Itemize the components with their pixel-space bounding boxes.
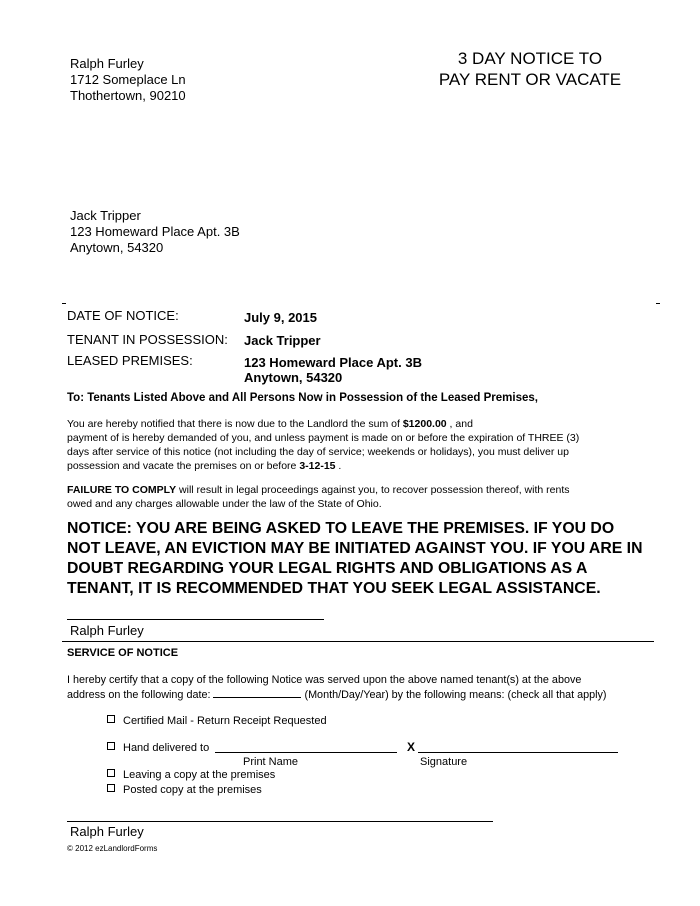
eviction-notice: NOTICE: YOU ARE BEING ASKED TO LEAVE THE PREMISES. IF YOU DO NOT LEAVE, AN EVICTION MAY BE INITIATED AGAINST YOU. IF YOU ARE IN DOUBT REGARDING YOUR LEGAL RIGHTS AND OBLIGATIONS AS A TENANT, IT IS RECOMMENDED THAT YOU SEEK LEGAL ASSISTANCE.	[67, 520, 643, 597]
service-text	[67, 673, 647, 702]
p2-b: owed and any charges allowable under the law of the State of Ohio.	[67, 498, 382, 510]
corner-mark-right	[656, 303, 660, 304]
service-text-2b: (Month/Day/Year) by the following means: (check all that apply)	[301, 689, 607, 701]
premises-line-1: 123 Homeward Place Apt. 3B	[244, 355, 422, 370]
p1-c: payment of is hereby demanded of you, and unless payment is made on or before the expiration of THREE (3)	[67, 432, 580, 444]
tenant-name: Jack Tripper	[70, 208, 141, 223]
hand-delivered-checkbox[interactable]	[107, 742, 115, 750]
section-divider	[62, 641, 654, 642]
date-value: July 9, 2015	[244, 310, 317, 325]
option-posted-copy	[107, 784, 262, 796]
leaving-copy-label: Leaving a copy at the premises	[123, 769, 276, 781]
service-heading: SERVICE OF NOTICE	[67, 647, 179, 659]
print-name-caption: Print Name	[243, 756, 299, 768]
amount-due: $1200.00	[402, 418, 447, 430]
landlord-address	[70, 56, 186, 104]
copyright: © 2012 ezLandlordForms	[67, 844, 158, 853]
landlord-signature-name: Ralph Furley	[70, 623, 144, 638]
x-mark: X	[407, 740, 416, 754]
option-certified-mail	[107, 715, 327, 727]
premises-line-2: Anytown, 54320	[244, 370, 343, 385]
tenant-address	[70, 208, 240, 256]
posted-copy-checkbox[interactable]	[107, 784, 115, 792]
landlord-city: Thothertown, 90210	[70, 88, 186, 103]
p1-f: .	[335, 460, 342, 472]
service-text-1: I hereby certify that a copy of the following Notice was served upon the above named tenant(s) at the above	[67, 674, 582, 686]
certified-mail-checkbox[interactable]	[107, 715, 115, 723]
service-date-field[interactable]	[213, 687, 301, 698]
option-leaving-copy	[107, 769, 275, 781]
vacate-date: 3-12-15	[299, 460, 336, 472]
tenant-city: Anytown, 54320	[70, 240, 164, 255]
tenant-street: 123 Homeward Place Apt. 3B	[70, 224, 240, 239]
option-hand-delivered	[107, 742, 209, 754]
signature-caption: Signature	[420, 756, 468, 768]
p1-b: , and	[446, 418, 473, 430]
premises-value	[244, 355, 422, 385]
certified-mail-label: Certified Mail - Return Receipt Requested	[123, 715, 327, 727]
to-line: To: Tenants Listed Above and All Persons Now in Possession of the Leased Premises,	[67, 392, 538, 404]
leaving-copy-checkbox[interactable]	[107, 769, 115, 777]
document-title	[410, 48, 650, 90]
landlord-name: Ralph Furley	[70, 56, 144, 71]
server-signature-line	[67, 821, 493, 822]
premises-label: LEASED PREMISES:	[67, 353, 193, 368]
failure-paragraph	[67, 483, 647, 511]
corner-mark-left	[62, 303, 66, 304]
title-line-1: 3 DAY NOTICE TO	[457, 49, 603, 68]
payment-paragraph	[67, 417, 647, 473]
landlord-signature-line	[67, 619, 324, 620]
landlord-street: 1712 Someplace Ln	[70, 72, 186, 87]
server-name: Ralph Furley	[70, 824, 144, 839]
p1-e: possession and vacate the premises on or before	[67, 460, 300, 472]
failure-bold: FAILURE TO COMPLY	[67, 484, 177, 496]
tenant-label: TENANT IN POSSESSION:	[67, 332, 228, 347]
service-text-2a: address on the following date:	[67, 689, 214, 701]
hand-delivered-label: Hand delivered to	[123, 742, 210, 754]
p1-a: You are hereby notified that there is now due to the Landlord the sum of	[67, 418, 403, 430]
p2-a: will result in legal proceedings against you, to recover possession thereof, with rents	[176, 484, 570, 496]
print-name-line[interactable]	[215, 752, 397, 753]
posted-copy-label: Posted copy at the premises	[123, 784, 262, 796]
signature-line[interactable]	[418, 752, 618, 753]
tenant-value: Jack Tripper	[244, 333, 321, 348]
p1-d: days after service of this notice (not including the day of service; weekends or holidays), you must deliver up	[67, 446, 569, 458]
title-line-2: PAY RENT OR VACATE	[438, 70, 622, 89]
date-label: DATE OF NOTICE:	[67, 308, 179, 323]
